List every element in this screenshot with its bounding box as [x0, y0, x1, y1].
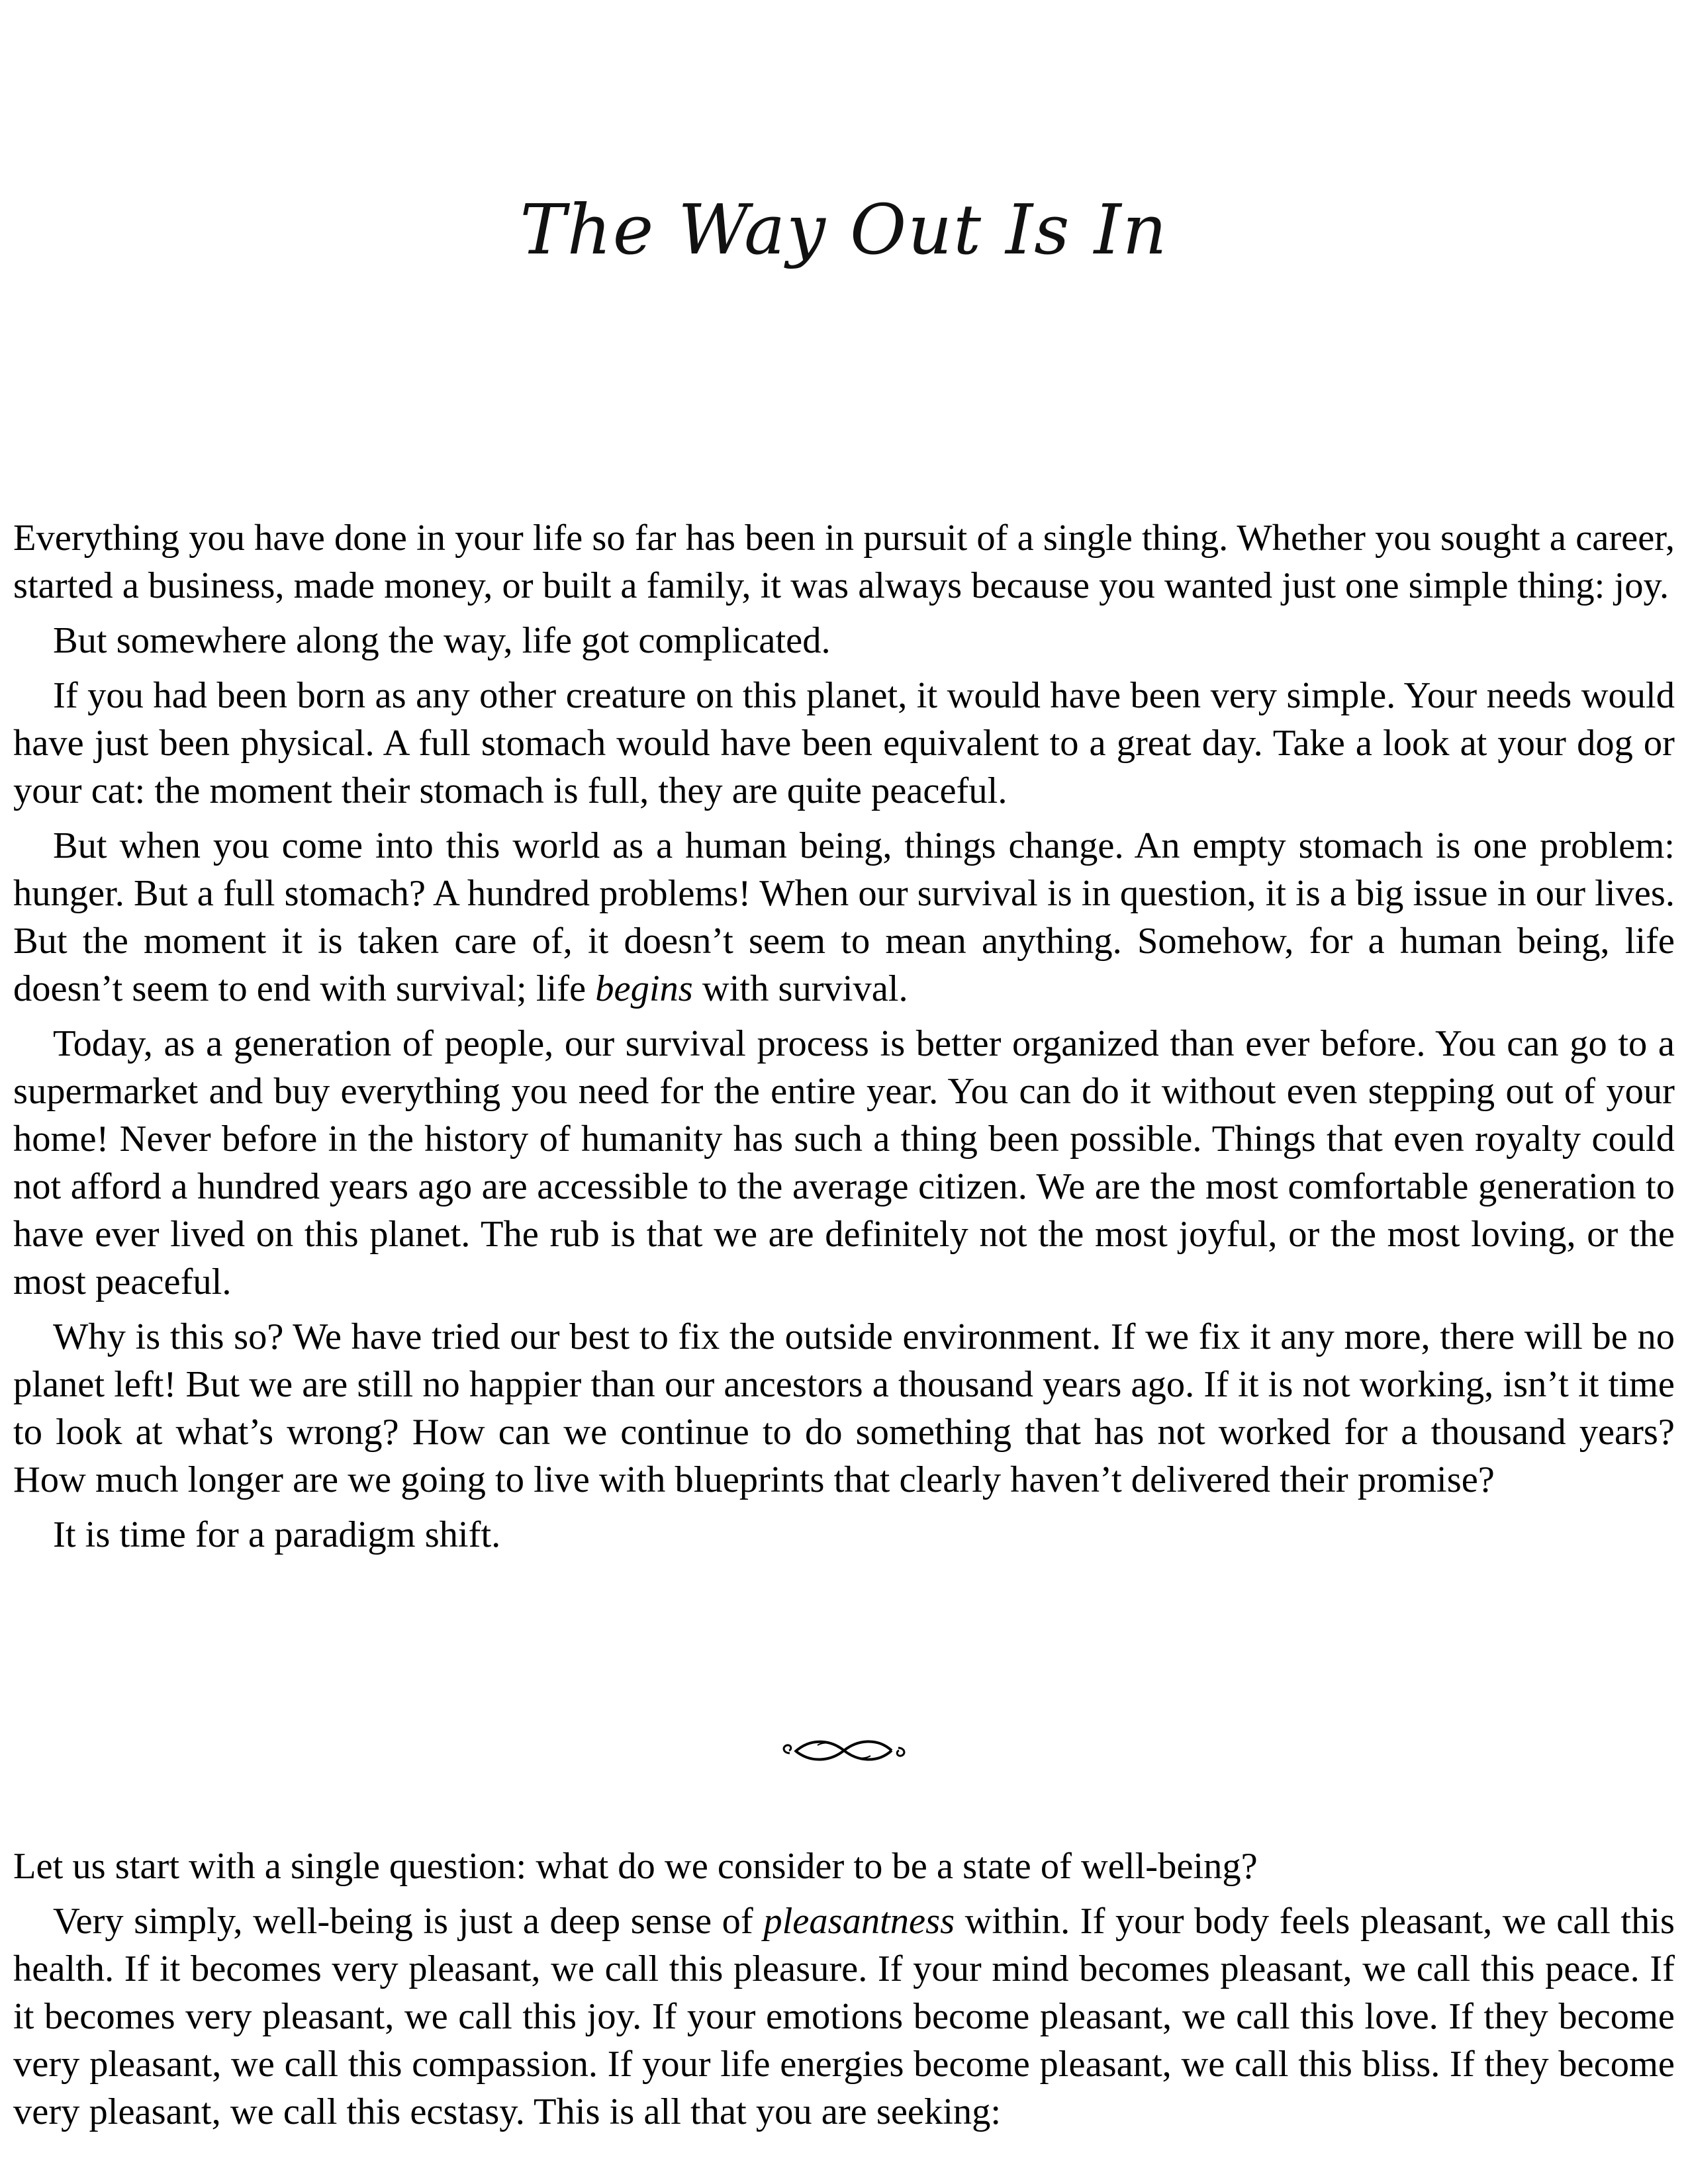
paragraph-text: But when you come into this world as a human being, things change. An empty stomach is one problem: hunger. But a full stomach? A hundred problems! When our survival is in question, it is a big issue in our lives. But the moment it is taken care of, it doesn’t seem to mean anything. Somehow, for a human being, life doesn’t seem to end with survival; life	[13, 825, 1675, 1009]
paragraph: Today, as a generation of people, our survival process is better organized than ever before. You can go to a supermarket and buy everything you need for the entire year. You can do it without even stepping out of your home! Never before in the history of humanity has such a thing been possible. Things that even royalty could not afford a hundred years ago are accessible to the average citizen. We are the most comfortable generation to have ever lived on this planet. The rub is that we are definitely not the most joyful, or the most loving, or the most peaceful.	[13, 1023, 1675, 1302]
paragraph: If you had been born as any other creature on this planet, it would have been very simple. Your needs would have just been physical. A full stomach would have been equivalent to a great day. Take a look at your dog or your cat: the moment their stomach is full, they are quite peaceful.	[13, 675, 1675, 811]
emphasis-text: begins	[595, 968, 693, 1009]
paragraph: But somewhere along the way, life got complicated.	[53, 620, 831, 661]
chapter-title: The Way Out Is In	[520, 189, 1168, 270]
paragraph	[13, 1897, 1675, 2136]
paragraph: Everything you have done in your life so far has been in pursuit of a single thing. Whether you sought a career, started a business, made money, or built a family, it was always because you wanted just one simple thing: joy.	[13, 518, 1675, 606]
paragraph: It is time for a paradigm shift.	[53, 1514, 501, 1555]
paragraph: Let us start with a single question: what do we consider to be a state of well-being?	[13, 1846, 1258, 1887]
emphasis-text: pleasantness	[763, 1901, 955, 1942]
paragraph-text: within. If your body feels pleasant, we call this health. If it becomes very pleasant, we call this pleasure. If your mind becomes pleasant, we call this peace. If it becomes very pleasant, we call this joy. If your emotions become pleasant, we call this love. If they become very pleasant, we call this compassion. If your life energies become pleasant, we call this bliss. If they become very pleasant, we call this ecstasy. This is all that you are seeking:	[13, 1901, 1675, 2132]
paragraph-text: Very simply, well-being is just a deep sense of	[53, 1901, 764, 1942]
paragraph: Why is this so? We have tried our best to fix the outside environment. If we fix it any more, there will be no planet left! But we are still no happier than our ancestors a thousand years ago. If it is not working, isn’t it time to look at what’s wrong? How can we continue to do something that has not worked for a thousand years? How much longer are we going to live with blueprints that clearly haven’t delivered their promise?	[13, 1316, 1675, 1500]
section-two	[13, 1843, 1675, 2143]
flourish-ornament-icon	[778, 1731, 910, 1770]
section-one	[13, 514, 1675, 1566]
paragraph	[13, 822, 1675, 1013]
paragraph-text: with survival.	[692, 968, 908, 1009]
